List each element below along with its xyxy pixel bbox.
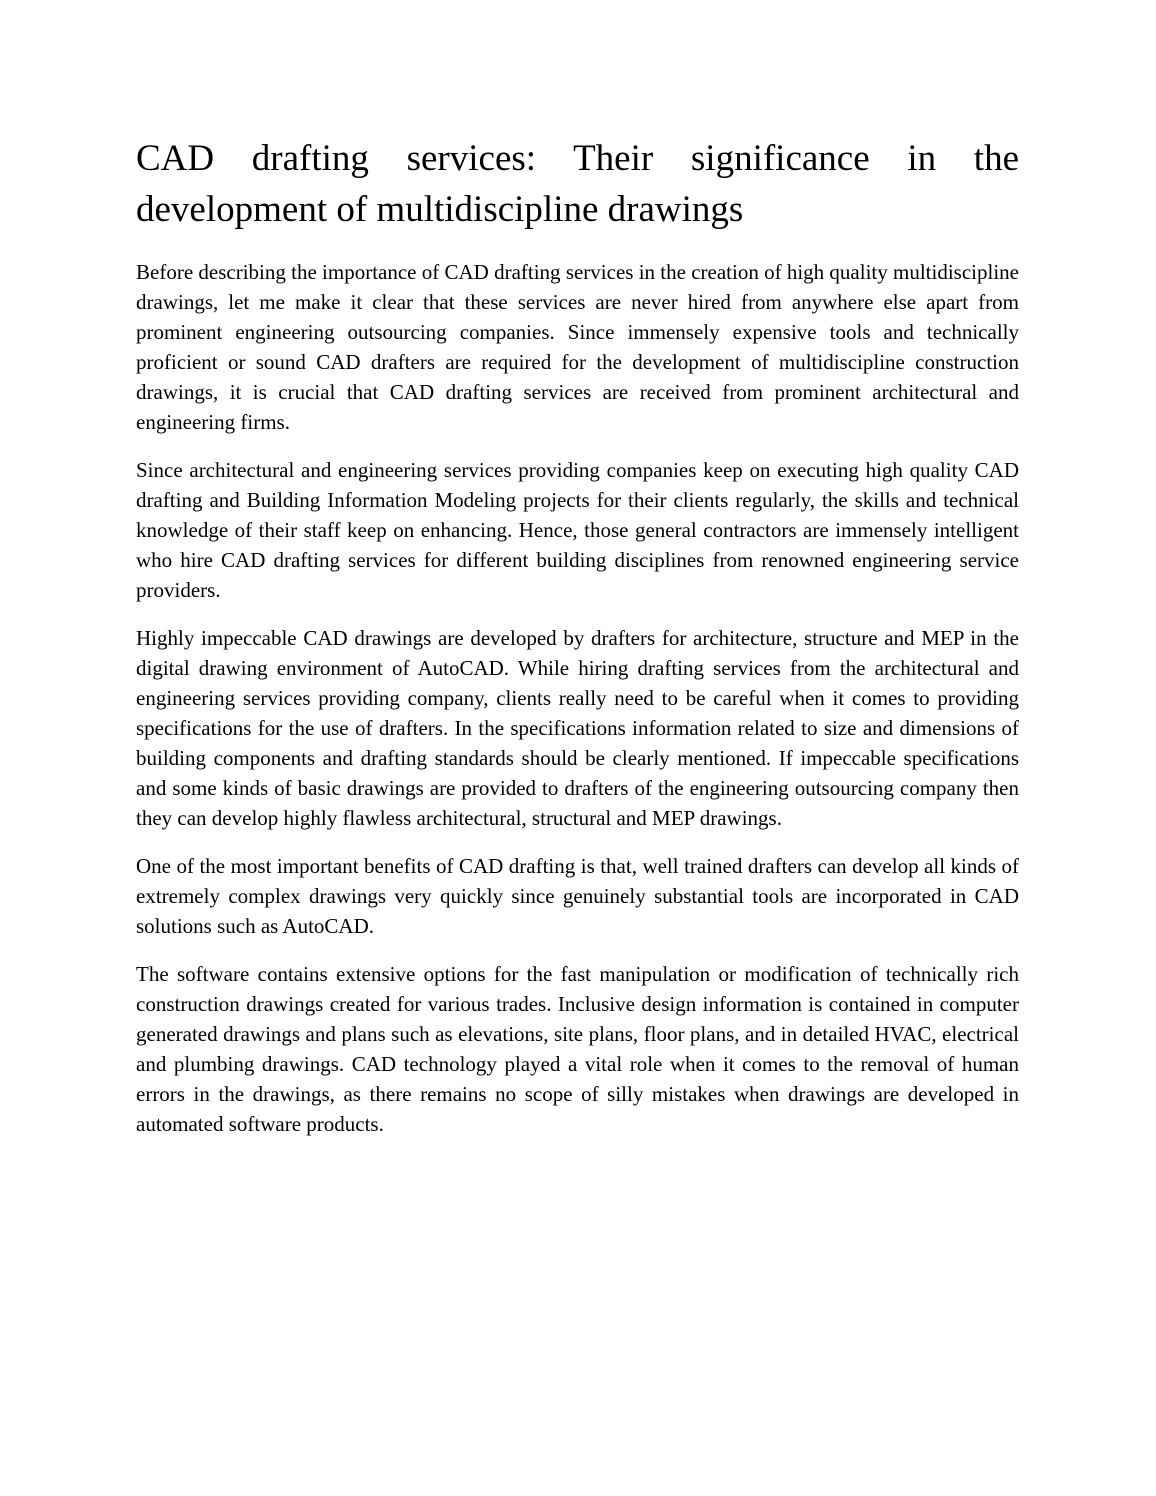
document-title: CAD drafting services: Their significance in the development of multidiscipline drawings: [136, 138, 1019, 230]
paragraph-skills: Since architectural and engineering services providing companies keep on executing high quality CAD drafting and Building Information Modeling projects for their clients regularly, the skills and technical knowledge of their staff keep on enhancing. Hence, those general contractors are immensely intelligent who hire CAD drafting services for different building disciplines from renowned engineering service providers.: [136, 458, 1019, 602]
paragraph-benefits: One of the most important benefits of CAD drafting is that, well trained drafters can develop all kinds of extremely complex drawings very quickly since genuinely substantial tools are incorporated in CAD solutions such as AutoCAD.: [136, 854, 1019, 938]
paragraph-specifications: Highly impeccable CAD drawings are developed by drafters for architecture, structure and MEP in the digital drawing environment of AutoCAD. While hiring drafting services from the architectural and engineering services providing company, clients really need to be careful when it comes to providing specifications for the use of drafters. In the specifications information related to size and dimensions of building components and drafting standards should be clearly mentioned. If impeccable specifications and some kinds of basic drawings are provided to drafters of the engineering outsourcing company then they can develop highly flawless architectural, structural and MEP drawings.: [136, 626, 1019, 830]
paragraph-intro: Before describing the importance of CAD drafting services in the creation of high quality multidiscipline drawings, let me make it clear that these services are never hired from anywhere else apart from prominent engineering outsourcing companies. Since immensely expensive tools and technically proficient or sound CAD drafters are required for the development of multidiscipline construction drawings, it is crucial that CAD drafting services are received from prominent architectural and engineering firms.: [136, 260, 1019, 434]
paragraph-software: The software contains extensive options for the fast manipulation or modification of technically rich construction drawings created for various trades. Inclusive design information is contained in computer generated drawings and plans such as elevations, site plans, floor plans, and in detailed HVAC, electrical and plumbing drawings. CAD technology played a vital role when it comes to the removal of human errors in the drawings, as there remains no scope of silly mistakes when drawings are developed in automated software products.: [136, 962, 1019, 1136]
